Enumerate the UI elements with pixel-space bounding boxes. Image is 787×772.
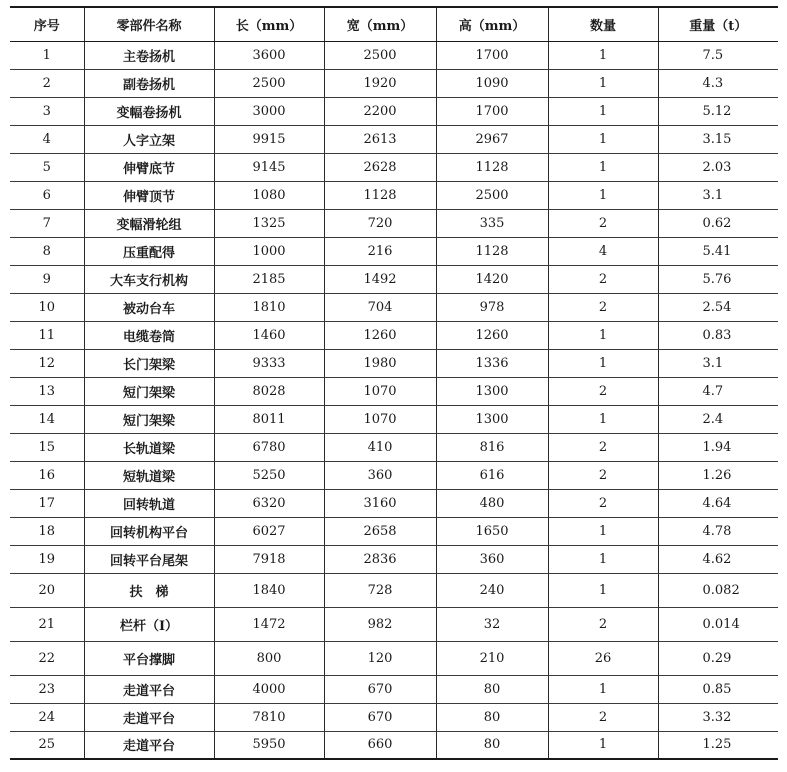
- cell-length: 5950: [214, 731, 324, 759]
- table-row: [10, 377, 778, 405]
- header-row: [10, 7, 778, 41]
- cell-index: 10: [10, 293, 84, 321]
- cell-weight: 0.082: [658, 573, 778, 607]
- cell-weight: 2.4: [658, 405, 778, 433]
- cell-quantity: 2: [548, 607, 658, 641]
- table-row: [10, 209, 778, 237]
- cell-weight: 1.94: [658, 433, 778, 461]
- table-row: [10, 97, 778, 125]
- cell-width: 670: [324, 703, 436, 731]
- cell-width: 670: [324, 675, 436, 703]
- cell-height: 1090: [436, 69, 548, 97]
- cell-index: 4: [10, 125, 84, 153]
- cell-index: 5: [10, 153, 84, 181]
- header-quantity: 数量: [548, 7, 658, 41]
- cell-height: 1700: [436, 97, 548, 125]
- cell-weight: 3.32: [658, 703, 778, 731]
- cell-width: 2500: [324, 41, 436, 69]
- cell-quantity: 1: [548, 181, 658, 209]
- cell-height: 616: [436, 461, 548, 489]
- cell-quantity: 1: [548, 675, 658, 703]
- cell-part-name: 走道平台: [84, 731, 214, 759]
- cell-height: 1128: [436, 237, 548, 265]
- cell-width: 2200: [324, 97, 436, 125]
- cell-length: 1000: [214, 237, 324, 265]
- cell-index: 20: [10, 573, 84, 607]
- cell-index: 23: [10, 675, 84, 703]
- cell-length: 4000: [214, 675, 324, 703]
- cell-width: 1128: [324, 181, 436, 209]
- cell-quantity: 2: [548, 703, 658, 731]
- cell-weight: 5.12: [658, 97, 778, 125]
- table-row: [10, 237, 778, 265]
- table-row: [10, 405, 778, 433]
- cell-weight: 3.15: [658, 125, 778, 153]
- cell-length: 3000: [214, 97, 324, 125]
- table-header: [10, 7, 778, 41]
- table-row: [10, 125, 778, 153]
- cell-width: 1980: [324, 349, 436, 377]
- table-row: [10, 641, 778, 675]
- cell-index: 8: [10, 237, 84, 265]
- cell-index: 17: [10, 489, 84, 517]
- cell-index: 16: [10, 461, 84, 489]
- cell-width: 410: [324, 433, 436, 461]
- cell-length: 8011: [214, 405, 324, 433]
- cell-part-name: 电缆卷筒: [84, 321, 214, 349]
- cell-length: 6027: [214, 517, 324, 545]
- cell-part-name: 大车支行机构: [84, 265, 214, 293]
- cell-index: 1: [10, 41, 84, 69]
- cell-length: 3600: [214, 41, 324, 69]
- cell-length: 5250: [214, 461, 324, 489]
- cell-height: 1336: [436, 349, 548, 377]
- cell-index: 6: [10, 181, 84, 209]
- cell-index: 18: [10, 517, 84, 545]
- cell-weight: 0.83: [658, 321, 778, 349]
- cell-quantity: 1: [548, 41, 658, 69]
- cell-weight: 7.5: [658, 41, 778, 69]
- cell-part-name: 扶 梯: [84, 573, 214, 607]
- cell-width: 360: [324, 461, 436, 489]
- table-body: [10, 41, 778, 759]
- cell-length: 1325: [214, 209, 324, 237]
- cell-quantity: 2: [548, 433, 658, 461]
- cell-height: 240: [436, 573, 548, 607]
- cell-weight: 4.62: [658, 545, 778, 573]
- cell-weight: 5.76: [658, 265, 778, 293]
- header-part-name: 零部件名称: [84, 7, 214, 41]
- cell-weight: 0.014: [658, 607, 778, 641]
- cell-width: 982: [324, 607, 436, 641]
- header-weight: 重量（t）: [658, 7, 778, 41]
- cell-quantity: 2: [548, 293, 658, 321]
- cell-weight: 4.78: [658, 517, 778, 545]
- cell-height: 1700: [436, 41, 548, 69]
- cell-length: 6780: [214, 433, 324, 461]
- header-width: 宽（mm）: [324, 7, 436, 41]
- cell-part-name: 变幅滑轮组: [84, 209, 214, 237]
- cell-length: 1080: [214, 181, 324, 209]
- cell-width: 2613: [324, 125, 436, 153]
- table-row: [10, 607, 778, 641]
- cell-height: 2967: [436, 125, 548, 153]
- cell-length: 7810: [214, 703, 324, 731]
- cell-width: 1070: [324, 377, 436, 405]
- cell-quantity: 2: [548, 377, 658, 405]
- cell-width: 3160: [324, 489, 436, 517]
- header-length: 长（mm）: [214, 7, 324, 41]
- cell-weight: 4.3: [658, 69, 778, 97]
- cell-part-name: 被动台车: [84, 293, 214, 321]
- cell-part-name: 短门架梁: [84, 405, 214, 433]
- table-row: [10, 433, 778, 461]
- cell-index: 2: [10, 69, 84, 97]
- cell-width: 2628: [324, 153, 436, 181]
- table-row: [10, 573, 778, 607]
- cell-quantity: 4: [548, 237, 658, 265]
- cell-length: 8028: [214, 377, 324, 405]
- cell-index: 13: [10, 377, 84, 405]
- cell-part-name: 变幅卷扬机: [84, 97, 214, 125]
- cell-index: 11: [10, 321, 84, 349]
- cell-length: 1810: [214, 293, 324, 321]
- cell-index: 25: [10, 731, 84, 759]
- cell-weight: 1.26: [658, 461, 778, 489]
- cell-weight: 3.1: [658, 349, 778, 377]
- cell-width: 2658: [324, 517, 436, 545]
- cell-width: 1260: [324, 321, 436, 349]
- cell-weight: 0.85: [658, 675, 778, 703]
- cell-quantity: 1: [548, 125, 658, 153]
- table-row: [10, 181, 778, 209]
- cell-quantity: 1: [548, 349, 658, 377]
- cell-index: 21: [10, 607, 84, 641]
- cell-height: 80: [436, 703, 548, 731]
- cell-quantity: 1: [548, 405, 658, 433]
- cell-height: 1650: [436, 517, 548, 545]
- cell-part-name: 主卷扬机: [84, 41, 214, 69]
- cell-quantity: 1: [548, 517, 658, 545]
- cell-width: 1492: [324, 265, 436, 293]
- table-row: [10, 517, 778, 545]
- cell-length: 800: [214, 641, 324, 675]
- table-row: [10, 41, 778, 69]
- cell-index: 9: [10, 265, 84, 293]
- cell-quantity: 2: [548, 265, 658, 293]
- cell-quantity: 2: [548, 209, 658, 237]
- cell-weight: 0.29: [658, 641, 778, 675]
- cell-height: 1420: [436, 265, 548, 293]
- cell-quantity: 26: [548, 641, 658, 675]
- cell-part-name: 压重配得: [84, 237, 214, 265]
- table-row: [10, 489, 778, 517]
- cell-quantity: 1: [548, 573, 658, 607]
- table-row: [10, 731, 778, 759]
- cell-part-name: 短门架梁: [84, 377, 214, 405]
- cell-weight: 0.62: [658, 209, 778, 237]
- cell-length: 1840: [214, 573, 324, 607]
- cell-length: 1472: [214, 607, 324, 641]
- table-row: [10, 703, 778, 731]
- cell-part-name: 回转轨道: [84, 489, 214, 517]
- cell-height: 1128: [436, 153, 548, 181]
- cell-quantity: 1: [548, 97, 658, 125]
- table-row: [10, 265, 778, 293]
- cell-part-name: 栏杆（Ⅰ）: [84, 607, 214, 641]
- cell-quantity: 1: [548, 321, 658, 349]
- cell-quantity: 1: [548, 545, 658, 573]
- cell-length: 9915: [214, 125, 324, 153]
- cell-index: 15: [10, 433, 84, 461]
- cell-part-name: 走道平台: [84, 703, 214, 731]
- cell-width: 1920: [324, 69, 436, 97]
- table-row: [10, 293, 778, 321]
- cell-length: 9145: [214, 153, 324, 181]
- cell-index: 22: [10, 641, 84, 675]
- cell-quantity: 1: [548, 153, 658, 181]
- cell-height: 2500: [436, 181, 548, 209]
- cell-part-name: 长轨道梁: [84, 433, 214, 461]
- cell-height: 210: [436, 641, 548, 675]
- cell-weight: 2.03: [658, 153, 778, 181]
- table-row: [10, 461, 778, 489]
- cell-weight: 3.1: [658, 181, 778, 209]
- cell-length: 9333: [214, 349, 324, 377]
- cell-height: 978: [436, 293, 548, 321]
- cell-part-name: 短轨道梁: [84, 461, 214, 489]
- cell-part-name: 伸臂顶节: [84, 181, 214, 209]
- cell-index: 3: [10, 97, 84, 125]
- header-index: 序号: [10, 7, 84, 41]
- cell-height: 480: [436, 489, 548, 517]
- cell-part-name: 走道平台: [84, 675, 214, 703]
- cell-height: 360: [436, 545, 548, 573]
- cell-length: 2185: [214, 265, 324, 293]
- cell-index: 7: [10, 209, 84, 237]
- cell-width: 704: [324, 293, 436, 321]
- cell-weight: 5.41: [658, 237, 778, 265]
- cell-width: 728: [324, 573, 436, 607]
- cell-quantity: 2: [548, 461, 658, 489]
- table-row: [10, 349, 778, 377]
- cell-height: 80: [436, 731, 548, 759]
- cell-width: 120: [324, 641, 436, 675]
- cell-height: 32: [436, 607, 548, 641]
- cell-height: 1260: [436, 321, 548, 349]
- cell-index: 19: [10, 545, 84, 573]
- parts-table: [10, 6, 778, 760]
- cell-part-name: 长门架梁: [84, 349, 214, 377]
- cell-index: 12: [10, 349, 84, 377]
- table-row: [10, 545, 778, 573]
- cell-weight: 2.54: [658, 293, 778, 321]
- cell-part-name: 平台撑脚: [84, 641, 214, 675]
- cell-index: 14: [10, 405, 84, 433]
- table-row: [10, 69, 778, 97]
- cell-width: 2836: [324, 545, 436, 573]
- cell-weight: 4.7: [658, 377, 778, 405]
- cell-height: 1300: [436, 405, 548, 433]
- cell-part-name: 伸臂底节: [84, 153, 214, 181]
- cell-length: 2500: [214, 69, 324, 97]
- cell-width: 720: [324, 209, 436, 237]
- table-row: [10, 153, 778, 181]
- cell-index: 24: [10, 703, 84, 731]
- parts-sheet: [10, 6, 778, 760]
- cell-height: 80: [436, 675, 548, 703]
- cell-height: 816: [436, 433, 548, 461]
- cell-width: 1070: [324, 405, 436, 433]
- cell-weight: 1.25: [658, 731, 778, 759]
- cell-width: 216: [324, 237, 436, 265]
- cell-part-name: 回转机构平台: [84, 517, 214, 545]
- cell-weight: 4.64: [658, 489, 778, 517]
- cell-part-name: 副卷扬机: [84, 69, 214, 97]
- cell-length: 1460: [214, 321, 324, 349]
- cell-height: 1300: [436, 377, 548, 405]
- cell-part-name: 人字立架: [84, 125, 214, 153]
- cell-quantity: 2: [548, 489, 658, 517]
- cell-height: 335: [436, 209, 548, 237]
- cell-length: 7918: [214, 545, 324, 573]
- cell-part-name: 回转平台尾架: [84, 545, 214, 573]
- header-height: 高（mm）: [436, 7, 548, 41]
- cell-quantity: 1: [548, 731, 658, 759]
- cell-quantity: 1: [548, 69, 658, 97]
- cell-width: 660: [324, 731, 436, 759]
- table-row: [10, 321, 778, 349]
- table-row: [10, 675, 778, 703]
- cell-length: 6320: [214, 489, 324, 517]
